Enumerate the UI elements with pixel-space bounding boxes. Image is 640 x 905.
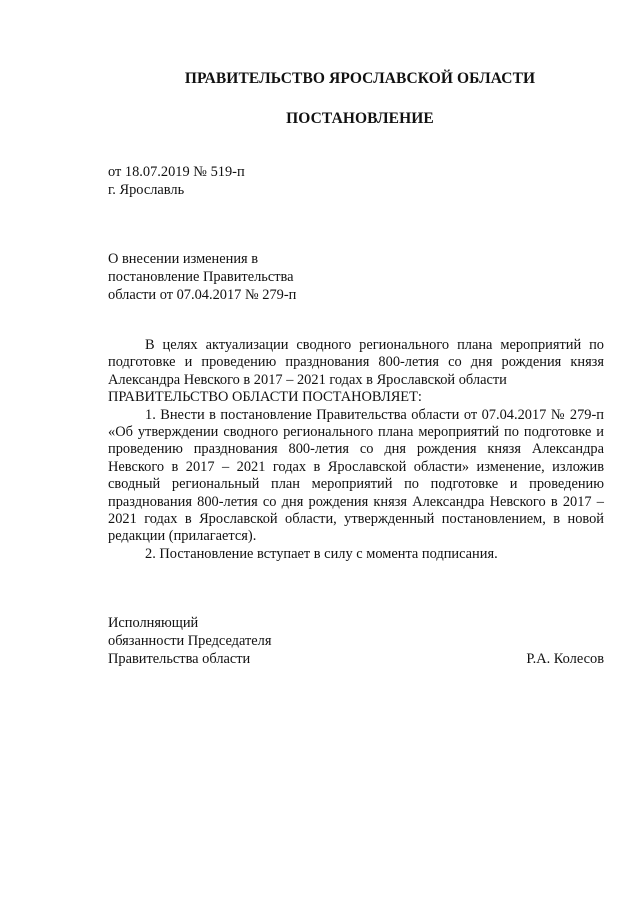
subject-line-2: постановление Правительства: [108, 269, 294, 285]
document-type-heading: ПОСТАНОВЛЕНИЕ: [286, 110, 434, 127]
preamble-paragraph: В целях актуализации сводного регионального плана мероприятий по подготовке и проведению празднования 800-летия со дня рождения князя Александра Невского в 2017 – 2021 годах в Ярославской области: [108, 337, 604, 388]
signature-line-3: Правительства области: [108, 651, 251, 667]
signature-line-1: Исполняющий: [108, 615, 199, 631]
document-body: [108, 337, 604, 563]
subject-line-3: области от 07.04.2017 № 279-п: [108, 287, 297, 303]
signatory-name: Р.А. Колесов: [526, 651, 604, 667]
resolves-paragraph: ПРАВИТЕЛЬСТВО ОБЛАСТИ ПОСТАНОВЛЯЕТ:: [108, 389, 422, 406]
signature-line-2: обязанности Председателя: [108, 633, 272, 649]
government-heading: ПРАВИТЕЛЬСТВО ЯРОСЛАВСКОЙ ОБЛАСТИ: [184, 70, 536, 87]
city: г. Ярославль: [108, 182, 185, 198]
item-2-paragraph: 2. Постановление вступает в силу с момента подписания.: [145, 545, 498, 562]
item-1-paragraph: 1. Внести в постановление Правительства области от 07.04.2017 № 279-п «Об утверждении сводного регионального плана мероприятий по подготовке и проведению празднования 800-летия со дня рождения князя Александра Невского в 2017 – 2021 годах в Ярославской области» изменение, изложив сводный региональный план мероприятий по подготовке и проведению празднования 800-летия со дня рождения князя Александра Невского в 2017 – 2021 годах в Ярославской области, утвержденный постановлением, в новой редакции (прилагается).: [108, 406, 604, 545]
date-number: от 18.07.2019 № 519-п: [108, 164, 245, 180]
subject-line-1: О внесении изменения в: [108, 251, 259, 267]
